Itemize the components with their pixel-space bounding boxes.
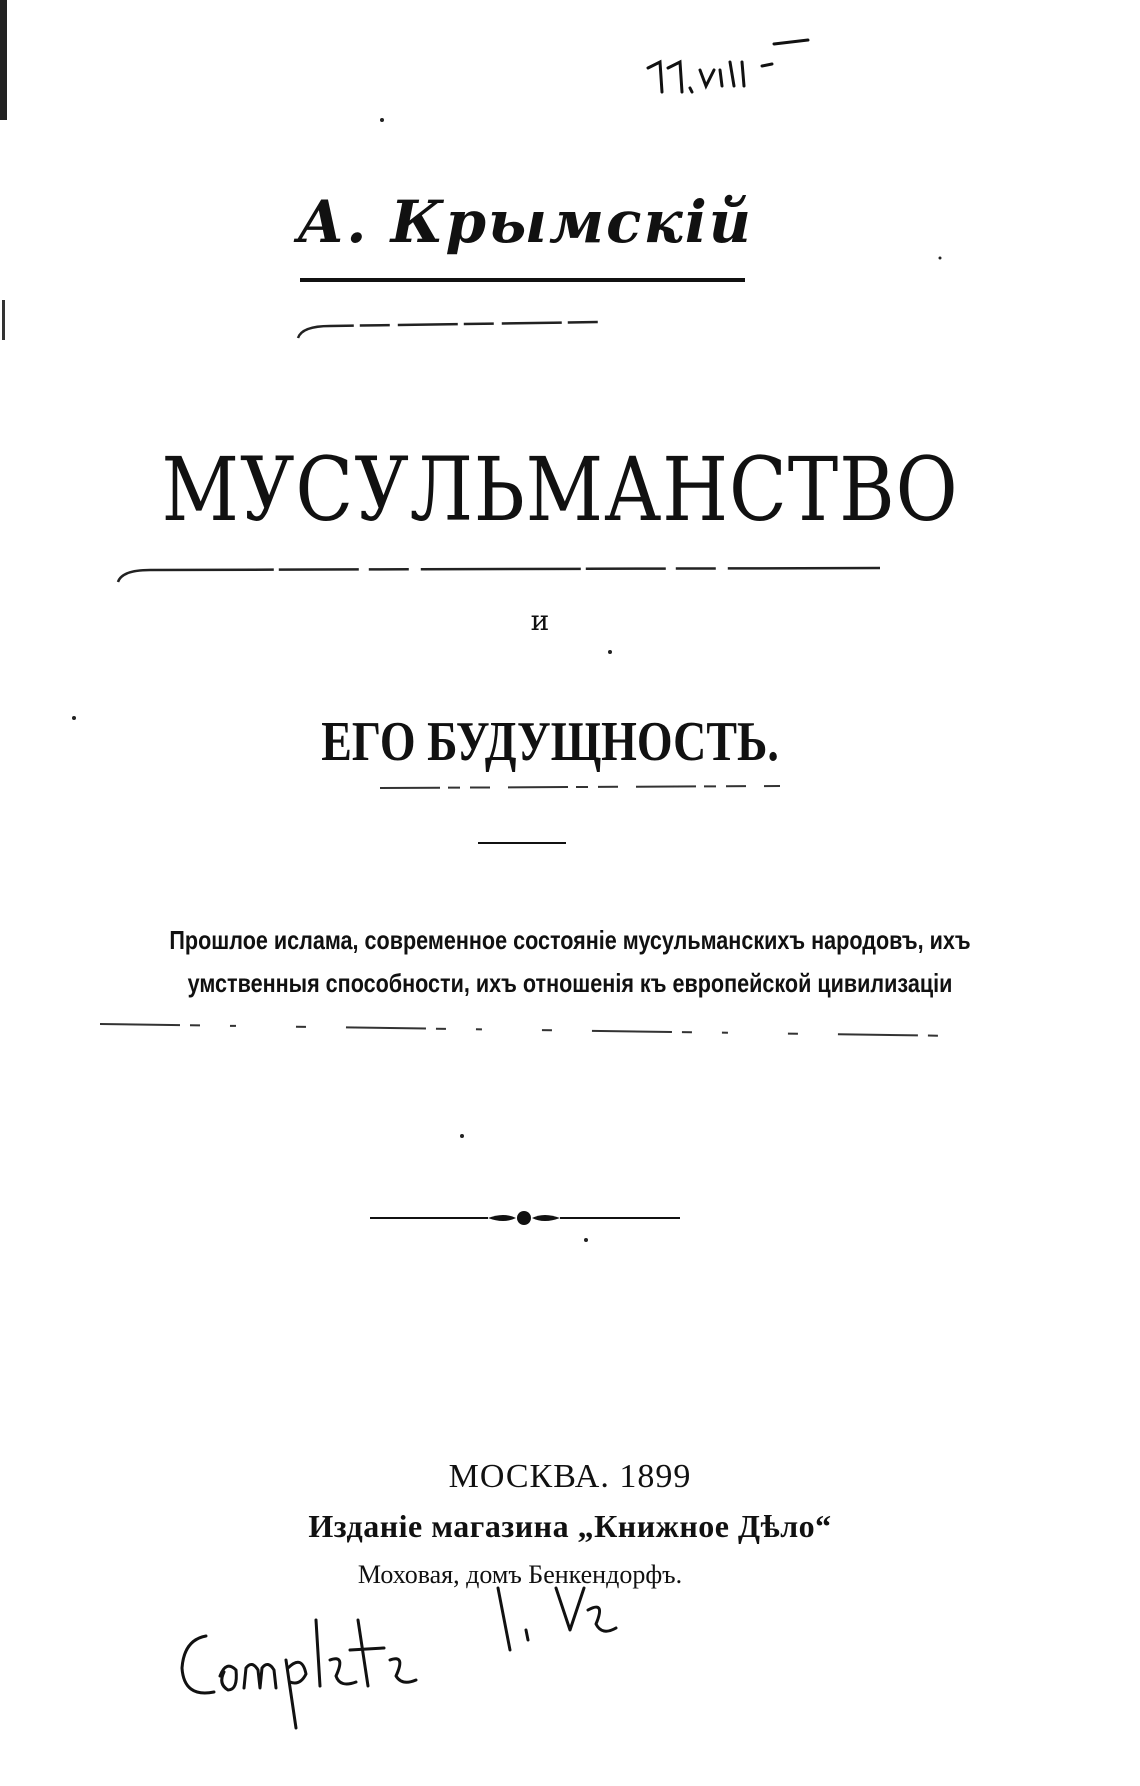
imprint-city-year: МОСКВА. 1899 (448, 1458, 692, 1495)
description-line-2: умственныя способности, ихъ отношенія къ европейской цивилизаціи (187, 968, 953, 998)
scan-specks (72, 118, 942, 1242)
author-flourish-line (298, 322, 600, 338)
title-flourish-line (118, 568, 880, 582)
description-dotted-line (100, 1024, 960, 1036)
handwritten-date-note (648, 40, 808, 92)
description-line-1: Прошлое ислама, современное состояніе мусульманскихъ народовъ, ихъ (169, 925, 971, 955)
title-conjunction: и (530, 604, 550, 637)
book-subtitle: ЕГО БУДУЩНОСТЬ. (321, 711, 779, 773)
imprint-address: Моховая, домъ Бенкендорфъ. (357, 1560, 683, 1589)
ornament-divider (370, 1211, 680, 1225)
author-name: А. Крымскій (297, 188, 753, 256)
book-title: МУСУЛЬМАНСТВО (161, 438, 959, 541)
handwritten-bottom-note (182, 1588, 616, 1728)
imprint-publisher: Изданіе магазина „Книжное Дѣло“ (308, 1508, 832, 1544)
subtitle-dotted-line (380, 786, 780, 788)
